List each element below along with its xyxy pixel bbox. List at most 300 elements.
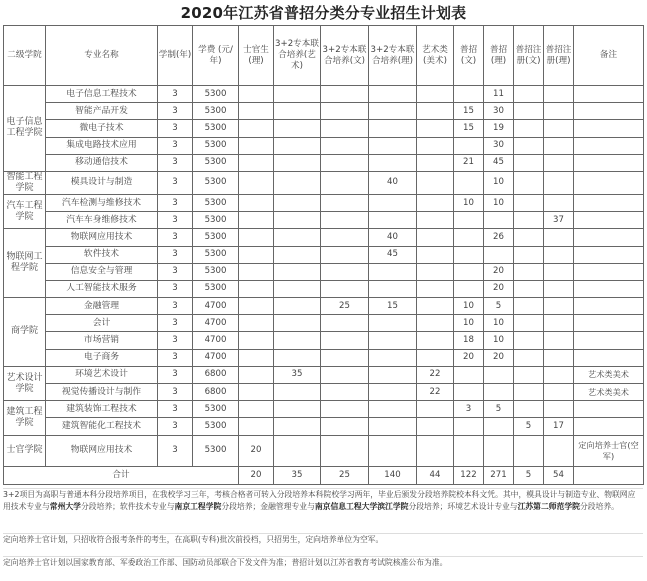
value-cell [544,137,574,154]
total-cell: 20 [239,466,274,484]
remark-cell [574,418,644,435]
value-cell: 5 [484,401,514,418]
value-cell [544,194,574,211]
value-cell [369,120,417,137]
value-cell [239,229,274,246]
value-cell: 45 [484,154,514,171]
value-cell: 4700 [193,298,239,315]
value-cell [321,137,369,154]
value-cell [369,332,417,349]
value-cell [369,103,417,120]
value-cell: 26 [484,229,514,246]
value-cell [274,212,321,229]
value-cell: 5300 [193,154,239,171]
value-cell [484,246,514,263]
major-cell: 移动通信技术 [46,154,158,171]
value-cell: 5300 [193,418,239,435]
table-row [4,280,644,297]
major-cell: 信息安全与管理 [46,263,158,280]
table-row [4,349,644,366]
value-cell [274,349,321,366]
value-cell [369,366,417,383]
value-cell: 4700 [193,315,239,332]
table-row [4,212,644,229]
value-cell: 5300 [193,280,239,297]
table-body [4,86,644,467]
value-cell [321,280,369,297]
value-cell [321,246,369,263]
total-label: 合计 [4,466,239,484]
value-cell [544,263,574,280]
remark-cell [574,86,644,103]
value-cell: 5300 [193,120,239,137]
table-row [4,120,644,137]
value-cell [369,86,417,103]
value-cell [484,366,514,383]
value-cell [321,229,369,246]
remark-cell [574,194,644,211]
value-cell: 10 [454,315,484,332]
remark-cell [574,315,644,332]
remark-cell [574,401,644,418]
value-cell [274,154,321,171]
value-cell [274,86,321,103]
table-row [4,103,644,120]
value-cell [239,298,274,315]
major-cell: 汽车车身维修技术 [46,212,158,229]
table-row [4,298,644,315]
value-cell [321,171,369,194]
col-header: 学费 (元/年) [193,26,239,86]
table-row [4,332,644,349]
footnote-partner: 南京工程学院 [174,501,222,511]
remark-cell: 艺术类美术 [574,384,644,401]
value-cell [417,280,454,297]
value-cell: 15 [454,103,484,120]
value-cell: 4700 [193,332,239,349]
footnote-partner: 常州大学 [49,501,81,511]
value-cell [239,401,274,418]
value-cell [321,384,369,401]
value-cell [274,194,321,211]
value-cell [454,212,484,229]
value-cell [369,137,417,154]
table-row [4,384,644,401]
value-cell [544,435,574,466]
major-cell: 金融管理 [46,298,158,315]
table-row [4,315,644,332]
value-cell [544,120,574,137]
remark-cell [574,298,644,315]
value-cell [369,418,417,435]
value-cell [274,435,321,466]
value-cell [321,418,369,435]
col-header: 普招(文) [454,26,484,86]
value-cell [544,384,574,401]
total-cell [574,466,644,484]
value-cell [544,332,574,349]
college-cell: 电子信息工程学院 [4,86,46,172]
table-row [4,137,644,154]
value-cell [321,212,369,229]
col-header: 普招注册(理) [544,26,574,86]
value-cell [369,384,417,401]
value-cell: 3 [158,280,193,297]
value-cell [274,120,321,137]
total-cell: 271 [484,466,514,484]
value-cell [514,332,544,349]
value-cell: 15 [454,120,484,137]
value-cell: 10 [484,194,514,211]
value-cell [274,229,321,246]
col-header: 普招(理) [484,26,514,86]
value-cell [417,103,454,120]
value-cell: 3 [158,418,193,435]
value-cell: 20 [454,349,484,366]
table-row [4,154,644,171]
table-row [4,401,644,418]
value-cell: 30 [484,103,514,120]
value-cell [274,263,321,280]
value-cell [321,401,369,418]
footnote-nco-basis: 定向培养士官计划以国家教育部、军委政治工作部、国防动员部联合下发文件为准；普招计划以江苏省教育考试院核准公布为准。 [3,556,643,575]
value-cell [514,349,544,366]
value-cell: 4700 [193,349,239,366]
value-cell [239,103,274,120]
value-cell [454,366,484,383]
value-cell [454,229,484,246]
value-cell [417,120,454,137]
value-cell [369,349,417,366]
college-cell: 汽车工程学院 [4,194,46,228]
footnote-nco-admission: 定向培养士官计划，只招收符合报考条件的考生，在高职(专科)批次前投档，只招男生，定向培养单位为空军。 [3,533,643,552]
value-cell [417,332,454,349]
remark-cell [574,263,644,280]
value-cell [484,418,514,435]
value-cell: 10 [484,315,514,332]
value-cell: 3 [158,332,193,349]
major-cell: 视觉传播设计与制作 [46,384,158,401]
remark-cell [574,229,644,246]
col-header: 专业名称 [46,26,158,86]
value-cell: 6800 [193,366,239,383]
value-cell [417,137,454,154]
value-cell: 5300 [193,103,239,120]
value-cell: 20 [484,280,514,297]
remark-cell [574,171,644,194]
value-cell [514,315,544,332]
value-cell [417,418,454,435]
value-cell: 3 [158,384,193,401]
value-cell: 6800 [193,384,239,401]
value-cell [417,154,454,171]
value-cell [454,263,484,280]
value-cell [514,120,544,137]
value-cell [239,280,274,297]
value-cell [544,366,574,383]
college-cell: 士官学院 [4,435,46,466]
value-cell [369,194,417,211]
value-cell [321,103,369,120]
value-cell: 3 [158,137,193,154]
value-cell [239,194,274,211]
table-row [4,418,644,435]
value-cell: 22 [417,366,454,383]
value-cell: 5300 [193,401,239,418]
value-cell [369,315,417,332]
remark-cell [574,154,644,171]
value-cell [417,229,454,246]
value-cell [369,435,417,466]
value-cell [274,137,321,154]
value-cell [417,263,454,280]
value-cell [454,418,484,435]
major-cell: 物联网应用技术 [46,435,158,466]
value-cell: 11 [484,86,514,103]
value-cell [514,194,544,211]
major-cell: 集成电路技术应用 [46,137,158,154]
value-cell: 30 [484,137,514,154]
value-cell [544,246,574,263]
total-cell: 122 [454,466,484,484]
remark-cell [574,246,644,263]
value-cell [514,86,544,103]
value-cell: 21 [454,154,484,171]
value-cell [484,384,514,401]
value-cell [417,86,454,103]
major-cell: 建筑装饰工程技术 [46,401,158,418]
value-cell: 10 [484,171,514,194]
major-cell: 模具设计与制造 [46,171,158,194]
value-cell [239,120,274,137]
table-row [4,86,644,103]
table-row [4,194,644,211]
value-cell: 40 [369,229,417,246]
value-cell: 35 [274,366,321,383]
value-cell [544,229,574,246]
value-cell [514,171,544,194]
value-cell [544,349,574,366]
value-cell [544,103,574,120]
value-cell [239,349,274,366]
table-row [4,263,644,280]
value-cell: 5300 [193,229,239,246]
value-cell [514,401,544,418]
value-cell: 20 [239,435,274,466]
value-cell: 3 [158,366,193,383]
value-cell [454,280,484,297]
value-cell [454,171,484,194]
value-cell: 5300 [193,194,239,211]
value-cell [239,384,274,401]
total-cell: 25 [321,466,369,484]
remark-cell [574,120,644,137]
value-cell: 3 [158,194,193,211]
value-cell [369,263,417,280]
value-cell [274,280,321,297]
footnote-partner: 江苏第二师范学院 [517,501,580,511]
value-cell: 5300 [193,246,239,263]
value-cell [484,212,514,229]
value-cell: 40 [369,171,417,194]
value-cell [454,246,484,263]
remark-cell: 艺术类美术 [574,366,644,383]
remark-cell [574,332,644,349]
value-cell: 17 [544,418,574,435]
major-cell: 会计 [46,315,158,332]
value-cell: 3 [158,120,193,137]
value-cell [321,194,369,211]
value-cell [514,435,544,466]
value-cell [417,298,454,315]
major-cell: 电子商务 [46,349,158,366]
major-cell: 微电子技术 [46,120,158,137]
footnote-text: 3+2项目为高职与普通本科分段培养项目，在我校学习三年，考核合格者可转入分段培养本科院校学习两年，毕业后颁发分段培养院校本科文凭。其中，模具设计与制造专业、物联网应用技术专业与 [3,490,636,511]
value-cell: 3 [158,212,193,229]
value-cell [239,171,274,194]
value-cell [417,349,454,366]
value-cell [514,298,544,315]
col-header: 学制(年) [158,26,193,86]
value-cell: 3 [454,401,484,418]
value-cell [239,418,274,435]
value-cell: 45 [369,246,417,263]
value-cell: 25 [321,298,369,315]
value-cell [544,86,574,103]
value-cell [514,366,544,383]
college-cell: 艺术设计学院 [4,366,46,400]
major-cell: 市场营销 [46,332,158,349]
value-cell [239,366,274,383]
value-cell: 3 [158,435,193,466]
col-header: 普招注册(文) [514,26,544,86]
major-cell: 汽车检测与维修技术 [46,194,158,211]
value-cell: 5 [514,418,544,435]
value-cell [544,171,574,194]
col-header: 3+2专本联合培养(文) [321,26,369,86]
value-cell [514,246,544,263]
value-cell [274,103,321,120]
major-cell: 人工智能技术服务 [46,280,158,297]
major-cell: 电子信息工程技术 [46,86,158,103]
value-cell [239,263,274,280]
col-header: 3+2专本联合培养(艺术) [274,26,321,86]
major-cell: 建筑智能化工程技术 [46,418,158,435]
value-cell: 3 [158,103,193,120]
value-cell [274,315,321,332]
table-row [4,171,644,194]
major-cell: 智能产品开发 [46,103,158,120]
col-header: 士官生(理) [239,26,274,86]
college-cell: 建筑工程学院 [4,401,46,435]
value-cell [239,315,274,332]
value-cell: 15 [369,298,417,315]
value-cell: 22 [417,384,454,401]
value-cell [274,401,321,418]
col-header: 备注 [574,26,644,86]
value-cell: 3 [158,315,193,332]
col-header: 3+2专本联合培养(理) [369,26,417,86]
value-cell: 5300 [193,171,239,194]
value-cell [369,154,417,171]
col-header: 二级学院 [4,26,46,86]
value-cell: 5 [484,298,514,315]
value-cell [514,263,544,280]
value-cell: 5300 [193,86,239,103]
value-cell [321,120,369,137]
page-title: 2020年江苏省普招分类分专业招生计划表 [180,4,467,22]
college-cell: 商学院 [4,298,46,367]
value-cell: 5300 [193,137,239,154]
value-cell [514,280,544,297]
value-cell [274,298,321,315]
value-cell: 10 [454,298,484,315]
value-cell: 5300 [193,263,239,280]
value-cell [514,137,544,154]
value-cell: 20 [484,263,514,280]
footnote-partner: 南京信息工程大学滨江学院 [314,501,409,511]
value-cell [274,418,321,435]
value-cell [514,154,544,171]
remark-cell: 定向培养士官(空军) [574,435,644,466]
header-row [4,26,644,86]
value-cell [417,315,454,332]
major-cell: 物联网应用技术 [46,229,158,246]
total-cell: 54 [544,466,574,484]
col-header: 艺术类(美术) [417,26,454,86]
value-cell [417,171,454,194]
value-cell [369,212,417,229]
value-cell: 3 [158,401,193,418]
table-row [4,366,644,383]
remark-cell [574,103,644,120]
value-cell [321,332,369,349]
total-row [4,466,644,484]
value-cell [454,435,484,466]
value-cell [454,384,484,401]
table-row [4,246,644,263]
value-cell [454,86,484,103]
value-cell: 3 [158,263,193,280]
value-cell [239,212,274,229]
value-cell [239,332,274,349]
value-cell: 3 [158,349,193,366]
value-cell [514,212,544,229]
value-cell [321,349,369,366]
value-cell [544,154,574,171]
footnote-text: 分段培养；软件技术专业与 [80,501,175,511]
value-cell: 3 [158,229,193,246]
remark-cell [574,212,644,229]
remark-cell [574,349,644,366]
value-cell [417,435,454,466]
value-cell [321,435,369,466]
total-cell: 35 [274,466,321,484]
value-cell: 5300 [193,212,239,229]
value-cell [417,194,454,211]
value-cell [321,263,369,280]
value-cell: 3 [158,86,193,103]
footnote-3plus2 [3,488,643,529]
value-cell: 3 [158,171,193,194]
footnote-text: 分段培养；金融管理专业与 [221,501,315,511]
value-cell [321,315,369,332]
value-cell [514,229,544,246]
value-cell: 20 [484,349,514,366]
value-cell [417,401,454,418]
major-cell: 软件技术 [46,246,158,263]
value-cell [321,366,369,383]
